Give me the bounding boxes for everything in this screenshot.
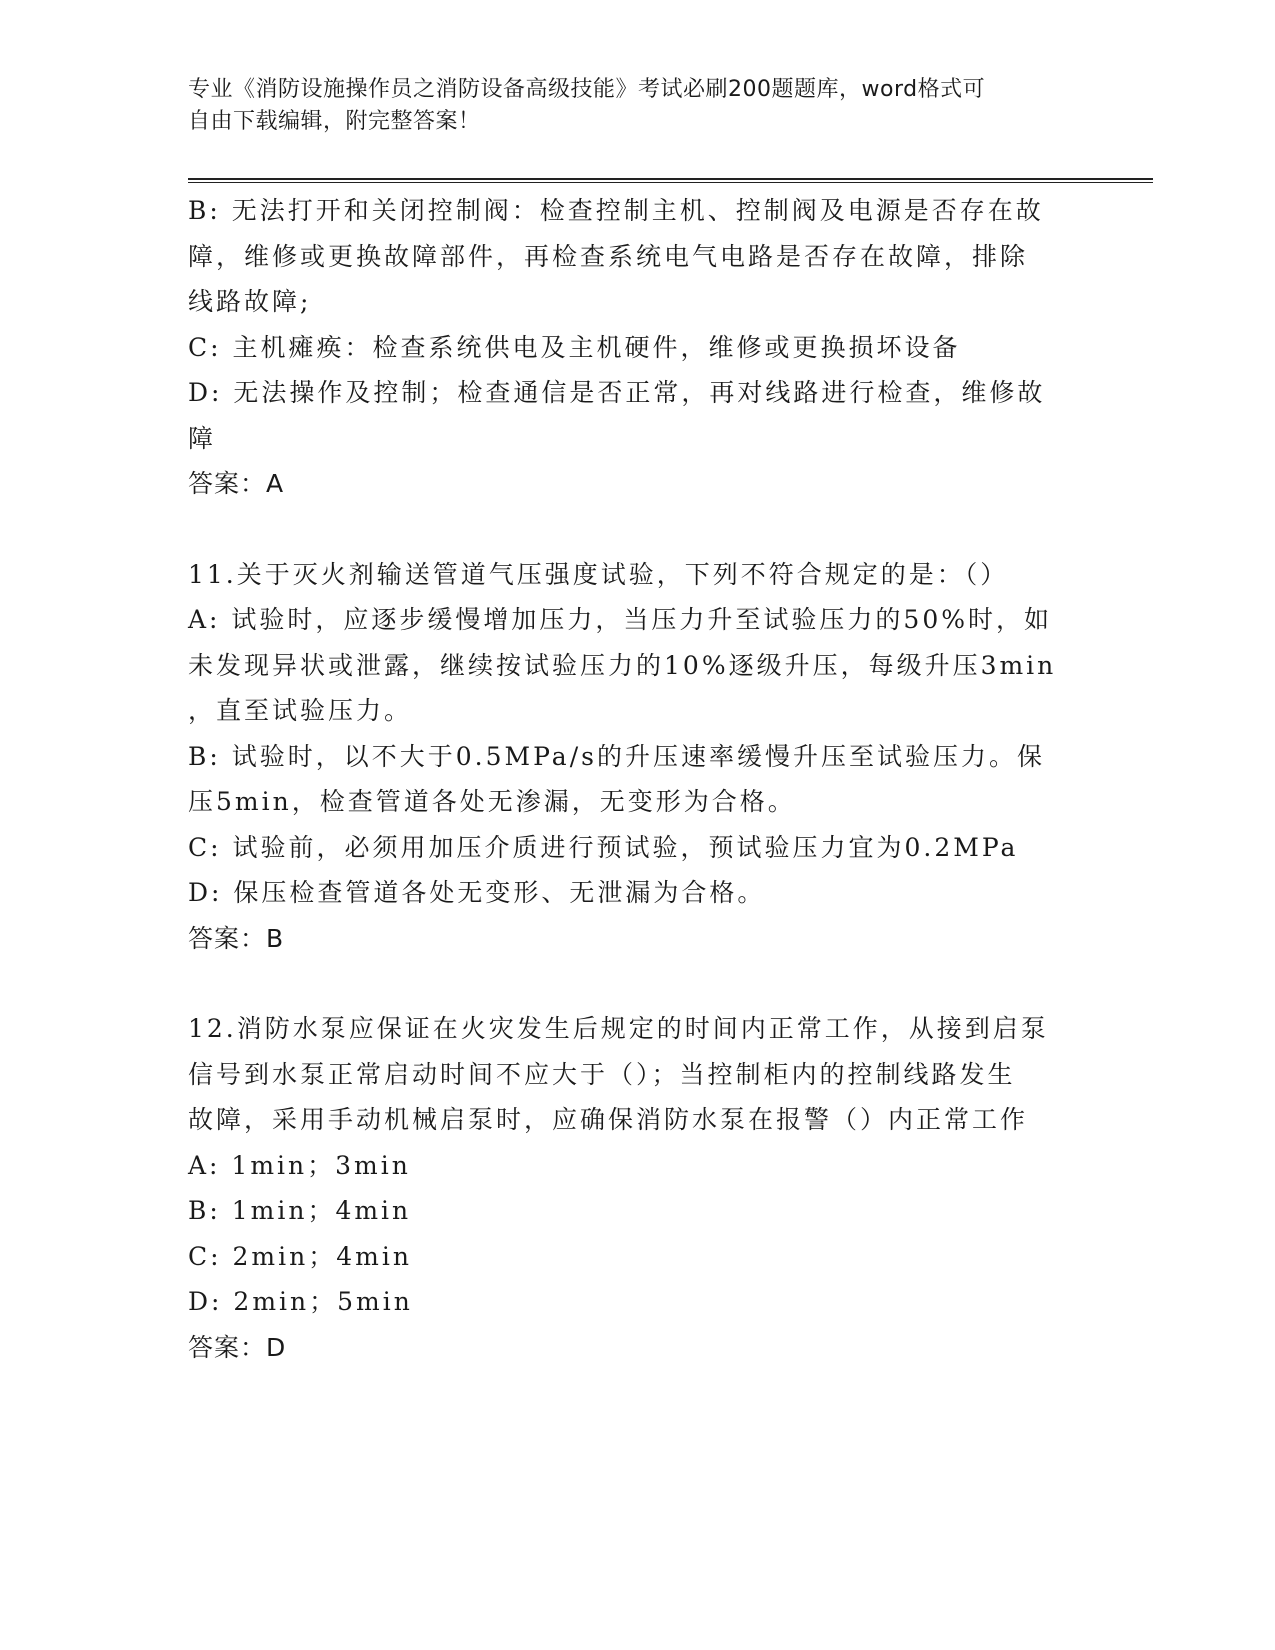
question-block-11 xyxy=(188,552,1078,962)
option-b-line: 线路故障; xyxy=(188,287,312,316)
document-header xyxy=(188,74,1068,138)
option-b-line: B: 1min；4min xyxy=(188,1196,412,1225)
option-c-line: C: 主机瘫痪：检查系统供电及主机硬件，维修或更换损坏设备 xyxy=(188,332,961,362)
question-block-previous xyxy=(188,188,1078,507)
answer-line: 答案：D xyxy=(188,1332,287,1362)
option-d-line: D: 2min；5min xyxy=(188,1287,413,1316)
question-stem: 12.消防水泵应保证在火灾发生后规定的时间内正常工作，从接到启泵 xyxy=(188,1014,1049,1043)
option-b-line: B: 试验时，以不大于0.5MPa/s的升压速率缓慢升压至试验压力。保 xyxy=(188,741,1045,771)
option-a-line: A: 试验时，应逐步缓慢增加压力，当压力升至试验压力的50%时，如 xyxy=(188,605,1052,634)
answer-line: 答案：B xyxy=(188,923,285,953)
option-c-line: C: 2min；4min xyxy=(188,1241,412,1271)
question-stem: 信号到水泵正常启动时间不应大于（）；当控制柜内的控制线路发生 xyxy=(188,1059,1016,1089)
option-a-line: ，直至试验压力。 xyxy=(188,696,413,725)
header-line: 自由下载编辑，附完整答案！ xyxy=(188,109,481,134)
option-b-line: 障，维修或更换故障部件，再检查系统电气电路是否存在故障，排除 xyxy=(188,241,1029,271)
option-b-line: 压5min，检查管道各处无渗漏，无变形为合格。 xyxy=(188,787,796,816)
document-body xyxy=(188,188,1078,1370)
header-line: 专业《消防设施操作员之消防设备高级技能》考试必刷200题题库，word格式可 xyxy=(188,77,986,102)
option-a-line: A: 1min；3min xyxy=(188,1150,411,1180)
option-d-line: D: 保压检查管道各处无变形、无泄漏为合格。 xyxy=(188,878,766,907)
answer-line: 答案：A xyxy=(188,469,285,498)
option-b-line: B: 无法打开和关闭控制阀：检查控制主机、控制阀及电源是否存在故 xyxy=(188,196,1044,225)
spacer xyxy=(188,507,1078,552)
question-stem: 故障，采用手动机械启泵时，应确保消防水泵在报警（）内正常工作 xyxy=(188,1105,1029,1134)
header-divider xyxy=(188,178,1153,180)
question-block-12 xyxy=(188,1006,1078,1370)
option-a-line: 未发现异状或泄露，继续按试验压力的10%逐级升压，每级升压3min xyxy=(188,650,1057,680)
option-d-line: 障 xyxy=(188,423,217,453)
option-d-line: D: 无法操作及控制；检查通信是否正常，再对线路进行检查，维修故 xyxy=(188,378,1046,407)
option-c-line: C: 试验前，必须用加压介质进行预试验，预试验压力宜为0.2MPa xyxy=(188,832,1019,862)
spacer xyxy=(188,961,1078,1006)
question-stem: 11.关于灭火剂输送管道气压强度试验，下列不符合规定的是：（） xyxy=(188,559,1009,589)
header-divider-thin xyxy=(188,182,1153,183)
